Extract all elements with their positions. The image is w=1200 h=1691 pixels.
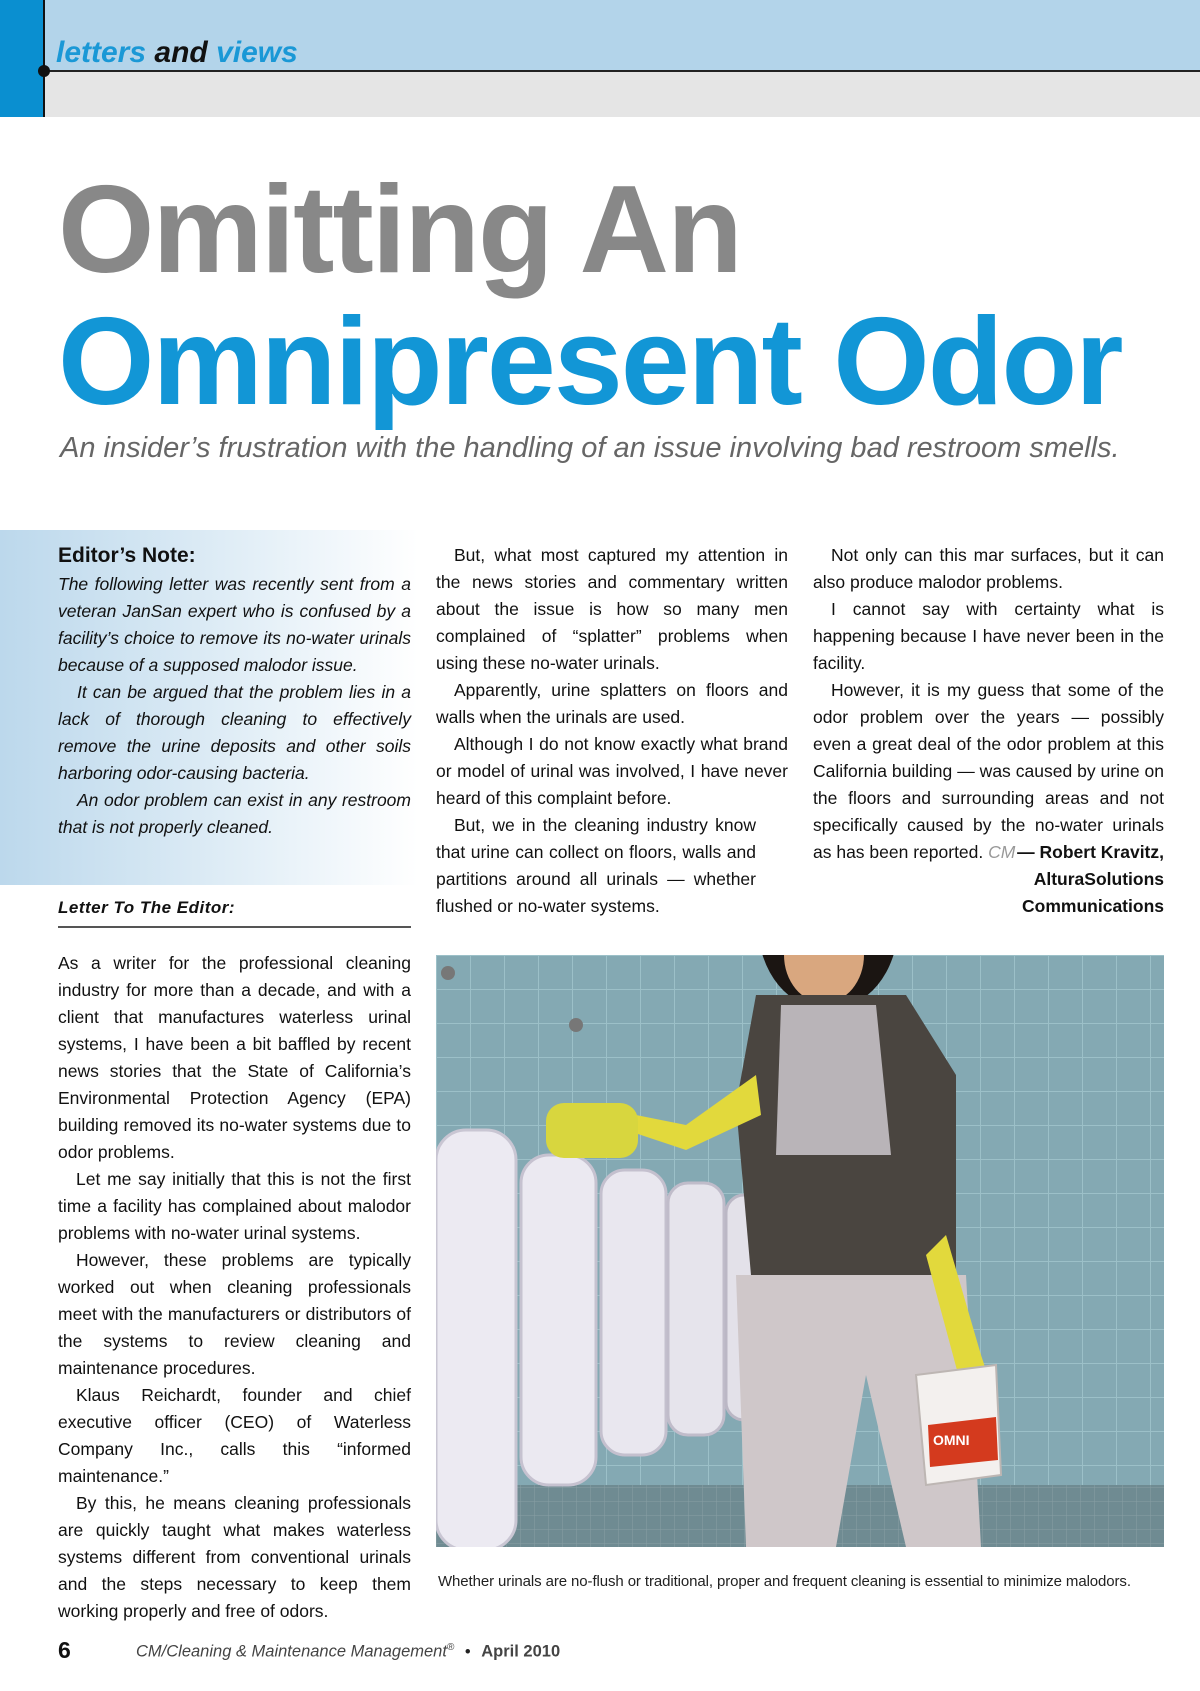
restroom-illustration xyxy=(436,955,1164,1547)
article-column-1 xyxy=(58,950,411,1625)
article-paragraph: Let me say initially that this is not the first time a facility has complained about malodor problems with no-water urinal systems. xyxy=(58,1169,411,1243)
article-paragraph-text: However, it is my guess that some of the odor problem over the years — possibly even a great deal of the odor problem at this California building — was caused by urine on the floors and surrounding areas and not specifically caused by the no-water urinals as has been reported. xyxy=(813,680,1164,862)
editors-note-paragraph: It can be argued that the problem lies in a lack of thorough cleaning to effectively remove the urine deposits and other soils harboring odor-causing bacteria. xyxy=(58,682,411,783)
letter-to-editor-label: Letter To The Editor: xyxy=(58,898,236,917)
article-column-3 xyxy=(813,542,1164,866)
article-paragraph: Not only can this mar surfaces, but it can also produce malodor problems. xyxy=(813,545,1164,592)
article-photo xyxy=(436,955,1164,1547)
header-rule xyxy=(44,70,1200,72)
issue-date: April 2010 xyxy=(481,1642,561,1661)
wall-fixture xyxy=(569,1018,583,1032)
article-paragraph: By this, he means cleaning professionals are quickly taught what makes waterless systems different from conventional urinals and the steps necessary to keep them working properly and free of odors. xyxy=(58,1493,411,1621)
article-paragraph: Klaus Reichardt, founder and chief executive officer (CEO) of Waterless Company Inc., calls this “informed maintenance.” xyxy=(58,1385,411,1486)
signature-company-line-2: Communications xyxy=(1022,896,1164,916)
article-paragraph xyxy=(813,677,1164,866)
article-paragraph: But, what most captured my attention in the news stories and commentary written about the issue is how so many men complained of “splatter” problems when using these no-water urinals. xyxy=(436,545,788,673)
article-paragraph: I cannot say with certainty what is happening because I have never been in the facility. xyxy=(813,599,1164,673)
editors-note-heading: Editor’s Note: xyxy=(58,544,196,567)
end-mark: CM xyxy=(988,842,1016,862)
article-paragraph: Although I do not know exactly what brand or model of urinal was involved, I have never heard of this complaint before. xyxy=(436,734,788,808)
header-rule-dot xyxy=(38,65,50,77)
signature-company-line-1: AlturaSolutions xyxy=(1033,869,1164,889)
article-paragraph: Apparently, urine splatters on floors and walls when the urinals are used. xyxy=(436,680,788,727)
headline-line-2: Omnipresent Odor xyxy=(58,293,1122,431)
bucket-label-text: OMNI xyxy=(933,1432,970,1448)
article-paragraph: But, we in the cleaning industry know that urine can collect on floors, walls and partitions around all urinals — whether flushed or no-water systems. xyxy=(436,815,756,916)
signature-name: — Robert Kravitz, xyxy=(1017,842,1164,862)
urinal xyxy=(668,1183,724,1435)
wall-fixture xyxy=(441,966,455,980)
sponge xyxy=(546,1103,638,1158)
article-paragraph: However, these problems are typically worked out when cleaning professionals meet with the manufacturers or distributors of the systems to review cleaning and maintenance procedures. xyxy=(58,1250,411,1378)
editors-note-paragraph: The following letter was recently sent from a veteran JanSan expert who is confused by a facility’s choice to remove its no-water urinals because of a supposed malodor issue. xyxy=(58,574,411,675)
footer-publication xyxy=(136,1642,560,1662)
letter-label-rule xyxy=(58,926,411,928)
urinal xyxy=(601,1170,666,1455)
footer-separator: • xyxy=(464,1642,471,1661)
header-accent-bar xyxy=(0,0,44,117)
photo-caption: Whether urinals are no-flush or traditional, proper and frequent cleaning is essential to minimize malodors. xyxy=(438,1573,1131,1590)
header-vertical-rule xyxy=(43,0,45,117)
section-word-letters: letters xyxy=(56,36,147,69)
shirt xyxy=(776,1005,891,1155)
page-number: 6 xyxy=(58,1637,71,1663)
publication-name: CM/Cleaning & Maintenance Management xyxy=(136,1642,447,1661)
headline-deck: An insider’s frustration with the handling of an issue involving bad restroom smells. xyxy=(60,432,1120,464)
section-word-and: and xyxy=(154,36,208,69)
article-column-2 xyxy=(436,542,788,920)
urinal xyxy=(436,1130,516,1547)
article-paragraph: As a writer for the professional cleaning industry for more than a decade, and with a client that manufactures waterless urinal systems, I have been a bit baffled by recent news stories that the State of California’s Environmental Protection Agency (EPA) building removed its no-water systems due to odor problems. xyxy=(58,953,411,1162)
urinal xyxy=(521,1155,596,1485)
registered-mark: ® xyxy=(446,1642,455,1653)
editors-note-paragraph: An odor problem can exist in any restroom that is not properly cleaned. xyxy=(58,790,411,837)
section-word-views: views xyxy=(216,36,298,69)
section-label xyxy=(56,36,298,70)
editors-note-text xyxy=(58,571,411,841)
header-gray-strip xyxy=(0,71,1200,117)
headline-line-1: Omitting An xyxy=(58,161,741,299)
